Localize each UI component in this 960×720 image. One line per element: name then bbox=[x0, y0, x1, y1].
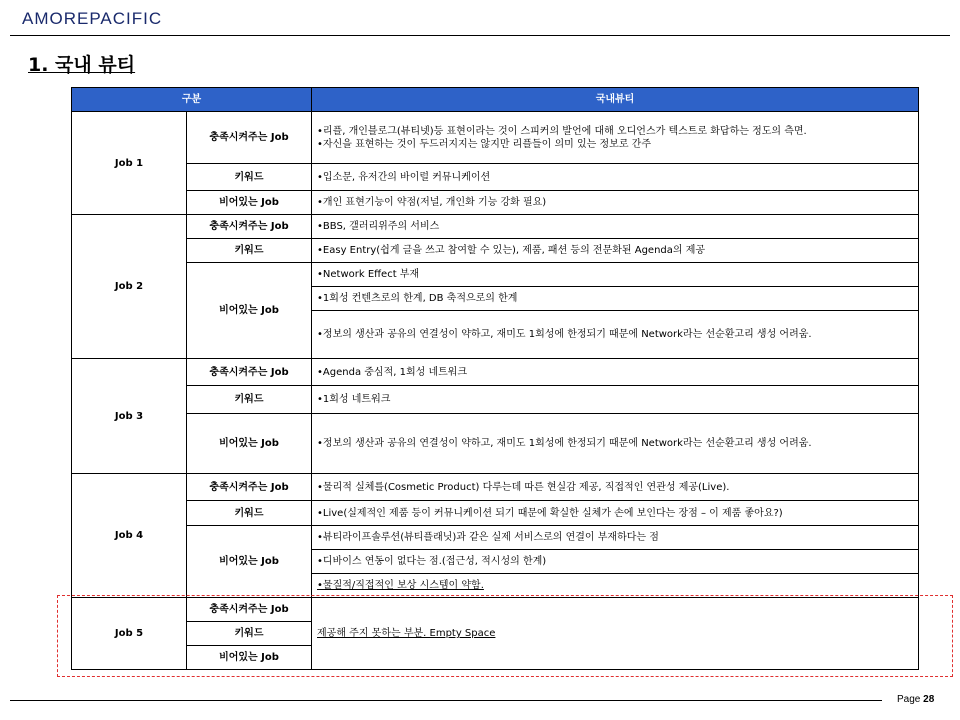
category-cell: 키워드 bbox=[187, 501, 312, 526]
category-cell: 충족시켜주는 Job bbox=[187, 112, 312, 164]
job-label: Job 5 bbox=[72, 598, 187, 670]
category-cell: 충족시켜주는 Job bbox=[187, 215, 312, 239]
company-logo: AMOREPACIFIC bbox=[22, 9, 163, 28]
description-cell: •뷰티라이프솔루션(뷰티플래닛)과 같은 실제 서비스로의 연결이 부재하다는 점 bbox=[312, 526, 919, 550]
col-header-domestic-beauty: 국내뷰티 bbox=[312, 88, 919, 112]
category-cell: 비어있는 Job bbox=[187, 191, 312, 215]
page-label: Page bbox=[897, 694, 921, 705]
bottom-divider bbox=[10, 700, 882, 701]
category-cell: 키워드 bbox=[187, 239, 312, 263]
category-cell: 비어있는 Job bbox=[187, 263, 312, 359]
category-cell: 충족시켜주는 Job bbox=[187, 474, 312, 501]
job-label: Job 4 bbox=[72, 474, 187, 598]
description-cell: •리플, 개인블로그(뷰티넷)등 표현이라는 것이 스피커의 발언에 대해 오디언스가 텍스트로 화답하는 정도의 측면. •자신을 표현하는 것이 두드러지지는 않지만 리플들이 의미 있는 정보로 간주 bbox=[312, 112, 919, 164]
category-cell: 키워드 bbox=[187, 622, 312, 646]
category-cell: 키워드 bbox=[187, 164, 312, 191]
description-cell: •1회성 네트워크 bbox=[312, 386, 919, 414]
description-cell: •개인 표현기능이 약점(저널, 개인화 기능 강화 필요) bbox=[312, 191, 919, 215]
description-cell: •정보의 생산과 공유의 연결성이 약하고, 재미도 1회성에 한정되기 때문에 Network라는 선순환고리 생성 어려움. bbox=[312, 311, 919, 359]
description-cell: •BBS, 갤러리위주의 서비스 bbox=[312, 215, 919, 239]
highlight-dashed-box bbox=[57, 595, 953, 677]
page-number-value: 28 bbox=[923, 694, 935, 705]
empty-space-note: 제공해 주지 못하는 부분. Empty Space bbox=[312, 598, 919, 670]
description-cell: •Easy Entry(쉽게 글을 쓰고 참여할 수 있는), 제품, 패션 등의 전문화된 Agenda의 제공 bbox=[312, 239, 919, 263]
category-cell: 키워드 bbox=[187, 386, 312, 414]
job-label: Job 3 bbox=[72, 359, 187, 474]
job-table bbox=[71, 87, 919, 670]
category-cell: 비어있는 Job bbox=[187, 414, 312, 474]
description-cell: •물질적/직접적인 보상 시스템이 약함. bbox=[312, 574, 919, 598]
job-label: Job 2 bbox=[72, 215, 187, 359]
category-cell: 비어있는 Job bbox=[187, 526, 312, 598]
page-title: 1. 국내 뷰티 bbox=[28, 54, 136, 76]
description-cell: •Live(실제적인 제품 등이 커뮤니케이션 되기 때문에 확실한 실체가 손에 보인다는 장점 – 이 제품 좋아요?) bbox=[312, 501, 919, 526]
job-label: Job 1 bbox=[72, 112, 187, 215]
top-divider bbox=[10, 35, 950, 36]
description-cell: •Agenda 중심적, 1회성 네트워크 bbox=[312, 359, 919, 386]
description-cell: •정보의 생산과 공유의 연결성이 약하고, 재미도 1회성에 한정되기 때문에 Network라는 선순환고리 생성 어려움. bbox=[312, 414, 919, 474]
description-cell: •Network Effect 부재 bbox=[312, 263, 919, 287]
category-cell: 비어있는 Job bbox=[187, 646, 312, 670]
page-number bbox=[897, 694, 934, 705]
description-cell: •물리적 실체를(Cosmetic Product) 다루는데 따른 현실감 제공, 직접적인 연관성 제공(Live). bbox=[312, 474, 919, 501]
category-cell: 충족시켜주는 Job bbox=[187, 598, 312, 622]
col-header-category: 구분 bbox=[72, 88, 312, 112]
category-cell: 충족시켜주는 Job bbox=[187, 359, 312, 386]
description-cell: •입소문, 유저간의 바이럴 커뮤니케이션 bbox=[312, 164, 919, 191]
description-cell: •1회성 컨텐츠로의 한계, DB 축적으로의 한계 bbox=[312, 287, 919, 311]
description-cell: •디바이스 연동이 없다는 점.(접근성, 적시성의 한계) bbox=[312, 550, 919, 574]
